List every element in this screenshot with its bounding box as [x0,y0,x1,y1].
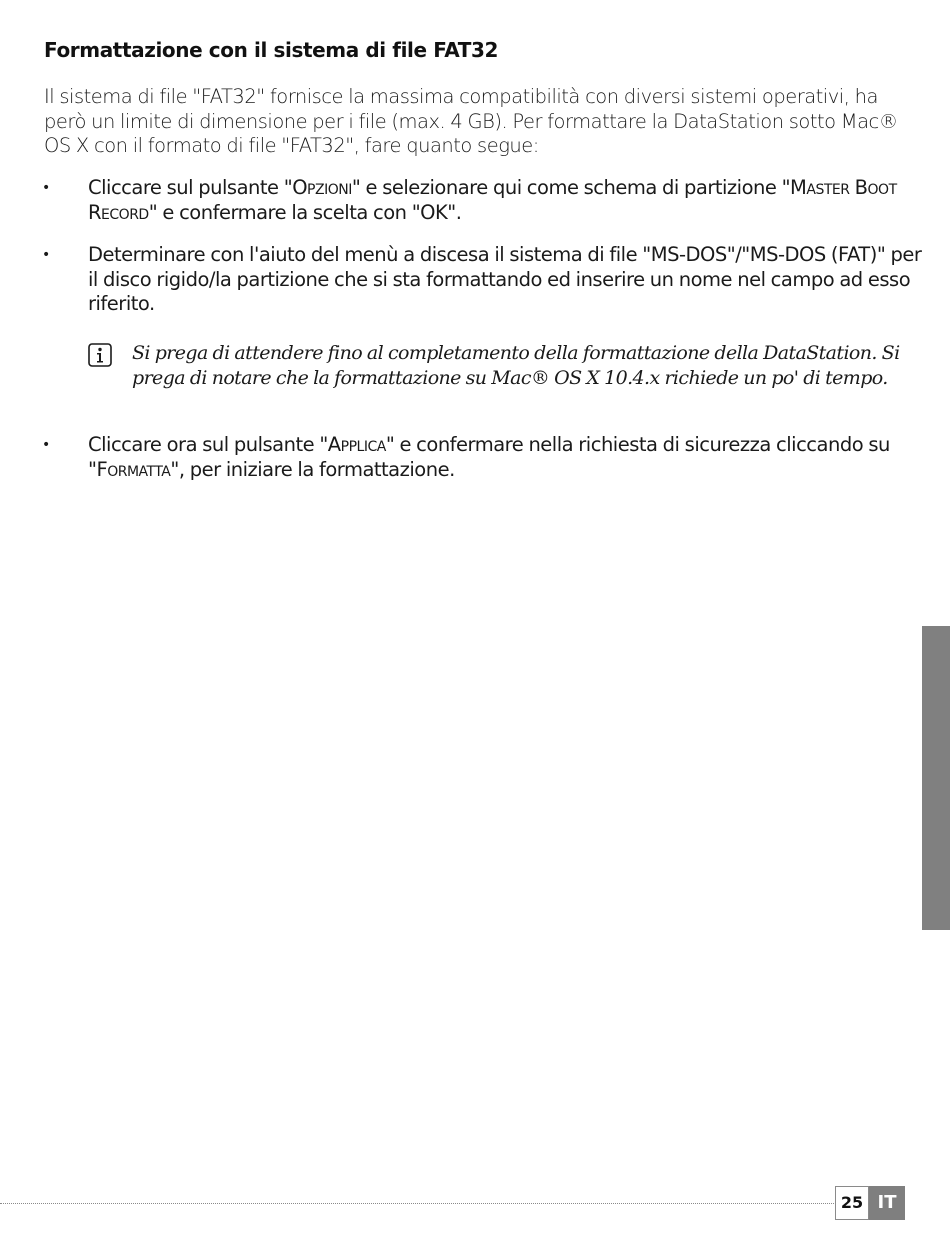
info-icon [88,343,112,367]
chapter-side-tab [922,626,950,930]
note-text: Si prega di attendere fino al completamento della formattazione della DataStation. Si prega di notare che la formattazione su Mac® OS X 10.4.x richiede un po' di tempo. [132,342,900,389]
intro-paragraph: Il sistema di file "FAT32" fornisce la massima compatibilità con diversi sistemi operativi, ha però un limite di dimensione per i file (max. 4 GB). Per formattare la DataStation sotto Mac® OS X con il formato di file "FAT32", fare quanto segue: [44,85,898,157]
text-span: " e confermare la scelta con "OK". [148,200,462,224]
page-number: 25 [835,1186,869,1220]
text-span: " e selezionare qui come schema di partizione " [351,176,791,199]
button-name-options: Opzioni [292,176,352,199]
text-span: " e confermare nella richiesta di sicurezza cliccando su " [88,433,890,481]
section-heading: Formattazione con il sistema di file FAT32 [44,38,499,62]
text-span: Cliccare ora sul pulsante " [88,433,328,456]
bullet-dot: • [42,247,51,263]
list-item-text: Determinare con l'aiuto del menù a discesa il sistema di file "MS-DOS"/"MS-DOS (FAT)" per il disco rigido/la partizione che si sta formattando ed inserire un nome nel campo ad esso riferito. [88,243,922,315]
partition-scheme-name: Master Boot Record [88,176,897,224]
list-item-text [88,433,928,482]
language-badge: IT [869,1186,905,1220]
button-name-apply: Applica [327,433,386,456]
list-item-text [88,176,928,225]
bullet-dot: • [42,437,51,453]
button-name-format: Formatta [96,457,171,481]
text-span: ", per iniziare la formattazione. [170,457,455,481]
text-span: Cliccare sul pulsante " [88,176,293,199]
footer-dotted-rule [0,1203,834,1204]
bullet-dot: • [42,180,51,196]
